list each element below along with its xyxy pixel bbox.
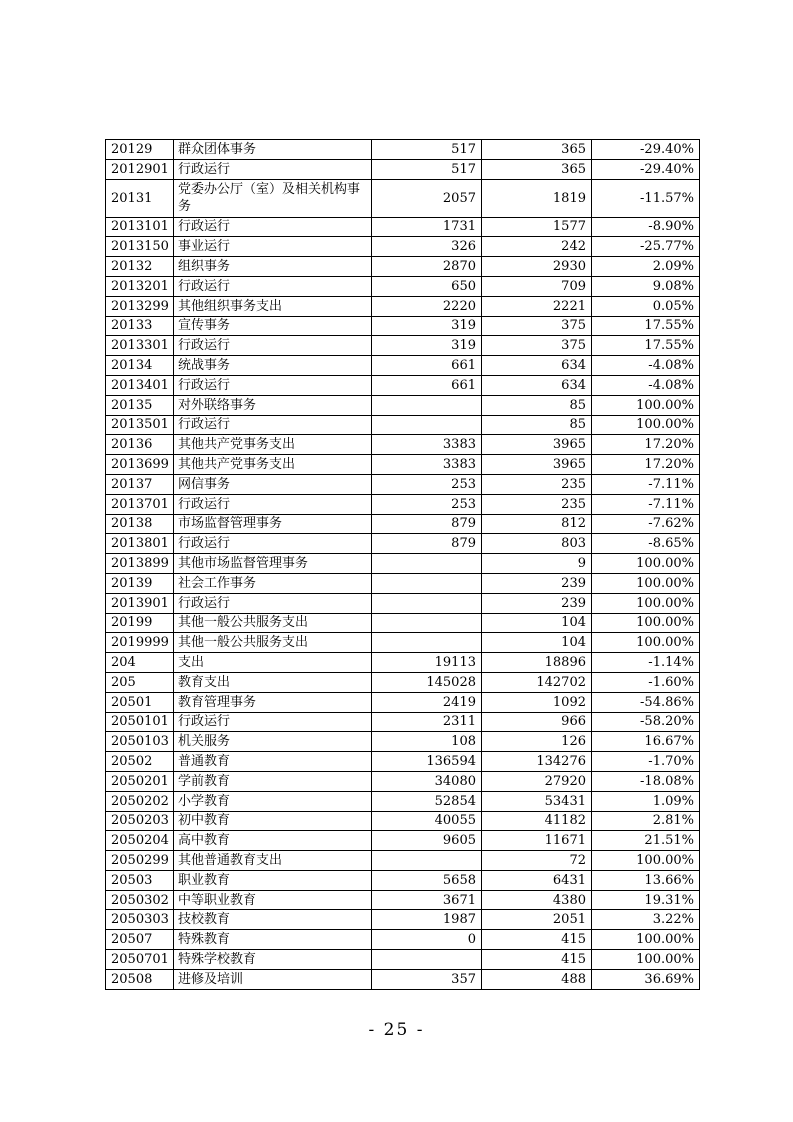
row-prev-value bbox=[372, 613, 482, 633]
row-curr-value: 85 bbox=[482, 395, 592, 415]
table-row bbox=[106, 237, 700, 257]
row-change: -1.60% bbox=[592, 672, 700, 692]
row-change: -7.11% bbox=[592, 474, 700, 494]
table-row bbox=[106, 930, 700, 950]
row-change: -8.90% bbox=[592, 217, 700, 237]
row-code: 2013901 bbox=[106, 593, 174, 613]
row-change: 16.67% bbox=[592, 732, 700, 752]
row-change: 100.00% bbox=[592, 395, 700, 415]
row-name: 其他市场监督管理事务 bbox=[174, 554, 372, 574]
row-name: 普通教育 bbox=[174, 752, 372, 772]
table-row bbox=[106, 692, 700, 712]
row-prev-value: 650 bbox=[372, 276, 482, 296]
row-prev-value bbox=[372, 593, 482, 613]
row-code: 2050201 bbox=[106, 771, 174, 791]
table-row bbox=[106, 653, 700, 673]
row-code: 20138 bbox=[106, 514, 174, 534]
row-prev-value bbox=[372, 633, 482, 653]
row-change: 2.81% bbox=[592, 811, 700, 831]
row-curr-value: 239 bbox=[482, 573, 592, 593]
row-curr-value: 126 bbox=[482, 732, 592, 752]
table-row bbox=[106, 514, 700, 534]
row-curr-value: 2051 bbox=[482, 910, 592, 930]
table-row bbox=[106, 811, 700, 831]
row-curr-value: 634 bbox=[482, 375, 592, 395]
row-change: 100.00% bbox=[592, 613, 700, 633]
row-curr-value: 9 bbox=[482, 554, 592, 574]
table-row bbox=[106, 771, 700, 791]
row-curr-value: 104 bbox=[482, 633, 592, 653]
row-prev-value: 319 bbox=[372, 336, 482, 356]
row-name: 行政运行 bbox=[174, 159, 372, 179]
row-prev-value: 517 bbox=[372, 140, 482, 160]
row-curr-value: 235 bbox=[482, 494, 592, 514]
row-code: 205 bbox=[106, 672, 174, 692]
row-change: 100.00% bbox=[592, 554, 700, 574]
row-prev-value: 1731 bbox=[372, 217, 482, 237]
row-curr-value: 3965 bbox=[482, 435, 592, 455]
table-row bbox=[106, 276, 700, 296]
table-row bbox=[106, 969, 700, 989]
row-curr-value: 1092 bbox=[482, 692, 592, 712]
row-prev-value: 52854 bbox=[372, 791, 482, 811]
row-name: 特殊教育 bbox=[174, 930, 372, 950]
table-row bbox=[106, 534, 700, 554]
row-code: 2013201 bbox=[106, 276, 174, 296]
row-code: 2050203 bbox=[106, 811, 174, 831]
row-prev-value: 5658 bbox=[372, 870, 482, 890]
row-code: 2013150 bbox=[106, 237, 174, 257]
row-prev-value: 2419 bbox=[372, 692, 482, 712]
row-code: 2050303 bbox=[106, 910, 174, 930]
table-row bbox=[106, 435, 700, 455]
row-prev-value: 3383 bbox=[372, 435, 482, 455]
row-prev-value: 2311 bbox=[372, 712, 482, 732]
row-change: 100.00% bbox=[592, 950, 700, 970]
row-change: 21.51% bbox=[592, 831, 700, 851]
row-prev-value: 40055 bbox=[372, 811, 482, 831]
row-change: -58.20% bbox=[592, 712, 700, 732]
row-curr-value: 27920 bbox=[482, 771, 592, 791]
row-name: 网信事务 bbox=[174, 474, 372, 494]
row-name: 统战事务 bbox=[174, 356, 372, 376]
row-curr-value: 85 bbox=[482, 415, 592, 435]
table-row bbox=[106, 159, 700, 179]
row-prev-value: 357 bbox=[372, 969, 482, 989]
table-row bbox=[106, 732, 700, 752]
row-curr-value: 3965 bbox=[482, 455, 592, 475]
table-row bbox=[106, 336, 700, 356]
row-curr-value: 1819 bbox=[482, 179, 592, 217]
row-name: 技校教育 bbox=[174, 910, 372, 930]
row-change: -54.86% bbox=[592, 692, 700, 712]
row-code: 20129 bbox=[106, 140, 174, 160]
row-prev-value: 2220 bbox=[372, 296, 482, 316]
row-prev-value: 661 bbox=[372, 356, 482, 376]
row-curr-value: 634 bbox=[482, 356, 592, 376]
row-curr-value: 375 bbox=[482, 316, 592, 336]
row-curr-value: 239 bbox=[482, 593, 592, 613]
row-name: 小学教育 bbox=[174, 791, 372, 811]
row-code: 2050101 bbox=[106, 712, 174, 732]
row-change: -7.62% bbox=[592, 514, 700, 534]
table-row bbox=[106, 474, 700, 494]
row-name: 行政运行 bbox=[174, 712, 372, 732]
row-code: 2013301 bbox=[106, 336, 174, 356]
row-name: 市场监督管理事务 bbox=[174, 514, 372, 534]
row-code: 20199 bbox=[106, 613, 174, 633]
row-change: 3.22% bbox=[592, 910, 700, 930]
row-prev-value: 108 bbox=[372, 732, 482, 752]
row-code: 20508 bbox=[106, 969, 174, 989]
table-row bbox=[106, 415, 700, 435]
table-body bbox=[106, 140, 700, 990]
row-prev-value: 0 bbox=[372, 930, 482, 950]
row-code: 2050299 bbox=[106, 851, 174, 871]
row-code: 2013501 bbox=[106, 415, 174, 435]
row-code: 2050701 bbox=[106, 950, 174, 970]
row-change: 100.00% bbox=[592, 930, 700, 950]
row-change: -1.70% bbox=[592, 752, 700, 772]
row-prev-value: 145028 bbox=[372, 672, 482, 692]
row-curr-value: 242 bbox=[482, 237, 592, 257]
row-code: 2013401 bbox=[106, 375, 174, 395]
row-code: 2013701 bbox=[106, 494, 174, 514]
row-name: 行政运行 bbox=[174, 336, 372, 356]
row-prev-value: 661 bbox=[372, 375, 482, 395]
row-name: 职业教育 bbox=[174, 870, 372, 890]
row-name: 行政运行 bbox=[174, 276, 372, 296]
row-name: 组织事务 bbox=[174, 257, 372, 277]
row-curr-value: 375 bbox=[482, 336, 592, 356]
row-name: 其他一般公共服务支出 bbox=[174, 633, 372, 653]
row-name: 行政运行 bbox=[174, 494, 372, 514]
row-code: 20132 bbox=[106, 257, 174, 277]
row-curr-value: 488 bbox=[482, 969, 592, 989]
row-change: -4.08% bbox=[592, 375, 700, 395]
row-name: 其他普通教育支出 bbox=[174, 851, 372, 871]
table-row bbox=[106, 356, 700, 376]
row-prev-value: 9605 bbox=[372, 831, 482, 851]
row-prev-value bbox=[372, 851, 482, 871]
row-change: -11.57% bbox=[592, 179, 700, 217]
row-change: 1.09% bbox=[592, 791, 700, 811]
row-change: -7.11% bbox=[592, 494, 700, 514]
row-code: 204 bbox=[106, 653, 174, 673]
row-code: 2013801 bbox=[106, 534, 174, 554]
row-change: 0.05% bbox=[592, 296, 700, 316]
row-name: 机关服务 bbox=[174, 732, 372, 752]
row-code: 2050103 bbox=[106, 732, 174, 752]
row-curr-value: 41182 bbox=[482, 811, 592, 831]
row-prev-value: 2057 bbox=[372, 179, 482, 217]
row-prev-value: 319 bbox=[372, 316, 482, 336]
row-prev-value: 326 bbox=[372, 237, 482, 257]
row-name: 其他组织事务支出 bbox=[174, 296, 372, 316]
row-code: 20139 bbox=[106, 573, 174, 593]
table-row bbox=[106, 613, 700, 633]
table-row bbox=[106, 140, 700, 160]
row-code: 2050202 bbox=[106, 791, 174, 811]
row-name: 进修及培训 bbox=[174, 969, 372, 989]
row-name: 对外联络事务 bbox=[174, 395, 372, 415]
row-change: -29.40% bbox=[592, 140, 700, 160]
row-curr-value: 4380 bbox=[482, 890, 592, 910]
row-curr-value: 235 bbox=[482, 474, 592, 494]
row-curr-value: 2930 bbox=[482, 257, 592, 277]
row-change: 17.20% bbox=[592, 435, 700, 455]
table-row bbox=[106, 672, 700, 692]
row-code: 2013899 bbox=[106, 554, 174, 574]
row-curr-value: 1577 bbox=[482, 217, 592, 237]
row-name: 特殊学校教育 bbox=[174, 950, 372, 970]
row-code: 2013101 bbox=[106, 217, 174, 237]
row-curr-value: 365 bbox=[482, 140, 592, 160]
row-name: 中等职业教育 bbox=[174, 890, 372, 910]
budget-table bbox=[105, 139, 700, 990]
row-curr-value: 812 bbox=[482, 514, 592, 534]
row-code: 20502 bbox=[106, 752, 174, 772]
row-name: 行政运行 bbox=[174, 534, 372, 554]
row-curr-value: 415 bbox=[482, 930, 592, 950]
row-curr-value: 11671 bbox=[482, 831, 592, 851]
row-change: 17.20% bbox=[592, 455, 700, 475]
row-curr-value: 72 bbox=[482, 851, 592, 871]
table-row bbox=[106, 890, 700, 910]
table-row bbox=[106, 712, 700, 732]
row-prev-value: 3383 bbox=[372, 455, 482, 475]
table-row bbox=[106, 950, 700, 970]
row-curr-value: 6431 bbox=[482, 870, 592, 890]
row-code: 20501 bbox=[106, 692, 174, 712]
row-curr-value: 18896 bbox=[482, 653, 592, 673]
row-name: 行政运行 bbox=[174, 375, 372, 395]
row-prev-value: 879 bbox=[372, 514, 482, 534]
row-curr-value: 365 bbox=[482, 159, 592, 179]
table-row bbox=[106, 257, 700, 277]
row-prev-value: 19113 bbox=[372, 653, 482, 673]
row-curr-value: 142702 bbox=[482, 672, 592, 692]
row-code: 2012901 bbox=[106, 159, 174, 179]
row-code: 2019999 bbox=[106, 633, 174, 653]
row-name: 社会工作事务 bbox=[174, 573, 372, 593]
row-prev-value bbox=[372, 950, 482, 970]
row-prev-value bbox=[372, 395, 482, 415]
row-change: 17.55% bbox=[592, 316, 700, 336]
row-name: 其他共产党事务支出 bbox=[174, 435, 372, 455]
table-row bbox=[106, 179, 700, 217]
row-curr-value: 53431 bbox=[482, 791, 592, 811]
row-code: 2050302 bbox=[106, 890, 174, 910]
table-row bbox=[106, 851, 700, 871]
row-prev-value bbox=[372, 554, 482, 574]
row-prev-value: 253 bbox=[372, 474, 482, 494]
row-prev-value: 136594 bbox=[372, 752, 482, 772]
row-change: 100.00% bbox=[592, 851, 700, 871]
row-name: 其他一般公共服务支出 bbox=[174, 613, 372, 633]
row-name: 宣传事务 bbox=[174, 316, 372, 336]
row-prev-value: 879 bbox=[372, 534, 482, 554]
row-change: -8.65% bbox=[592, 534, 700, 554]
table-row bbox=[106, 870, 700, 890]
row-change: 2.09% bbox=[592, 257, 700, 277]
table-row bbox=[106, 296, 700, 316]
row-code: 20137 bbox=[106, 474, 174, 494]
row-curr-value: 966 bbox=[482, 712, 592, 732]
row-prev-value bbox=[372, 573, 482, 593]
row-code: 2013699 bbox=[106, 455, 174, 475]
row-change: 100.00% bbox=[592, 593, 700, 613]
row-name: 行政运行 bbox=[174, 593, 372, 613]
row-curr-value: 415 bbox=[482, 950, 592, 970]
row-code: 20133 bbox=[106, 316, 174, 336]
row-name: 其他共产党事务支出 bbox=[174, 455, 372, 475]
row-name: 群众团体事务 bbox=[174, 140, 372, 160]
row-change: 13.66% bbox=[592, 870, 700, 890]
row-prev-value bbox=[372, 415, 482, 435]
table-row bbox=[106, 217, 700, 237]
row-name: 学前教育 bbox=[174, 771, 372, 791]
row-code: 2050204 bbox=[106, 831, 174, 851]
row-change: 100.00% bbox=[592, 633, 700, 653]
row-prev-value: 2870 bbox=[372, 257, 482, 277]
row-code: 20131 bbox=[106, 179, 174, 217]
table-row bbox=[106, 831, 700, 851]
table-row bbox=[106, 633, 700, 653]
table-row bbox=[106, 910, 700, 930]
table-row bbox=[106, 494, 700, 514]
row-curr-value: 709 bbox=[482, 276, 592, 296]
table-row bbox=[106, 395, 700, 415]
row-prev-value: 253 bbox=[372, 494, 482, 514]
row-name: 教育支出 bbox=[174, 672, 372, 692]
row-change: 100.00% bbox=[592, 415, 700, 435]
table-row bbox=[106, 593, 700, 613]
row-name: 教育管理事务 bbox=[174, 692, 372, 712]
row-name: 支出 bbox=[174, 653, 372, 673]
row-prev-value: 3671 bbox=[372, 890, 482, 910]
table-row bbox=[106, 316, 700, 336]
row-code: 2013299 bbox=[106, 296, 174, 316]
row-name: 初中教育 bbox=[174, 811, 372, 831]
row-change: 19.31% bbox=[592, 890, 700, 910]
row-change: -25.77% bbox=[592, 237, 700, 257]
row-curr-value: 104 bbox=[482, 613, 592, 633]
row-change: 36.69% bbox=[592, 969, 700, 989]
table-row bbox=[106, 375, 700, 395]
row-change: 9.08% bbox=[592, 276, 700, 296]
row-code: 20135 bbox=[106, 395, 174, 415]
table-row bbox=[106, 752, 700, 772]
row-prev-value: 1987 bbox=[372, 910, 482, 930]
row-change: -1.14% bbox=[592, 653, 700, 673]
row-code: 20503 bbox=[106, 870, 174, 890]
row-curr-value: 803 bbox=[482, 534, 592, 554]
row-change: 17.55% bbox=[592, 336, 700, 356]
row-code: 20136 bbox=[106, 435, 174, 455]
table-row bbox=[106, 573, 700, 593]
row-change: -29.40% bbox=[592, 159, 700, 179]
row-name: 事业运行 bbox=[174, 237, 372, 257]
row-name: 行政运行 bbox=[174, 217, 372, 237]
row-code: 20134 bbox=[106, 356, 174, 376]
row-name: 行政运行 bbox=[174, 415, 372, 435]
row-code: 20507 bbox=[106, 930, 174, 950]
table-row bbox=[106, 554, 700, 574]
row-curr-value: 2221 bbox=[482, 296, 592, 316]
row-prev-value: 34080 bbox=[372, 771, 482, 791]
page-number: - 25 - bbox=[368, 1020, 425, 1040]
row-prev-value: 517 bbox=[372, 159, 482, 179]
row-change: -4.08% bbox=[592, 356, 700, 376]
row-change: -18.08% bbox=[592, 771, 700, 791]
row-change: 100.00% bbox=[592, 573, 700, 593]
row-name: 党委办公厅（室）及相关机构事务 bbox=[174, 179, 372, 217]
table-row bbox=[106, 455, 700, 475]
row-name: 高中教育 bbox=[174, 831, 372, 851]
row-curr-value: 134276 bbox=[482, 752, 592, 772]
table-row bbox=[106, 791, 700, 811]
